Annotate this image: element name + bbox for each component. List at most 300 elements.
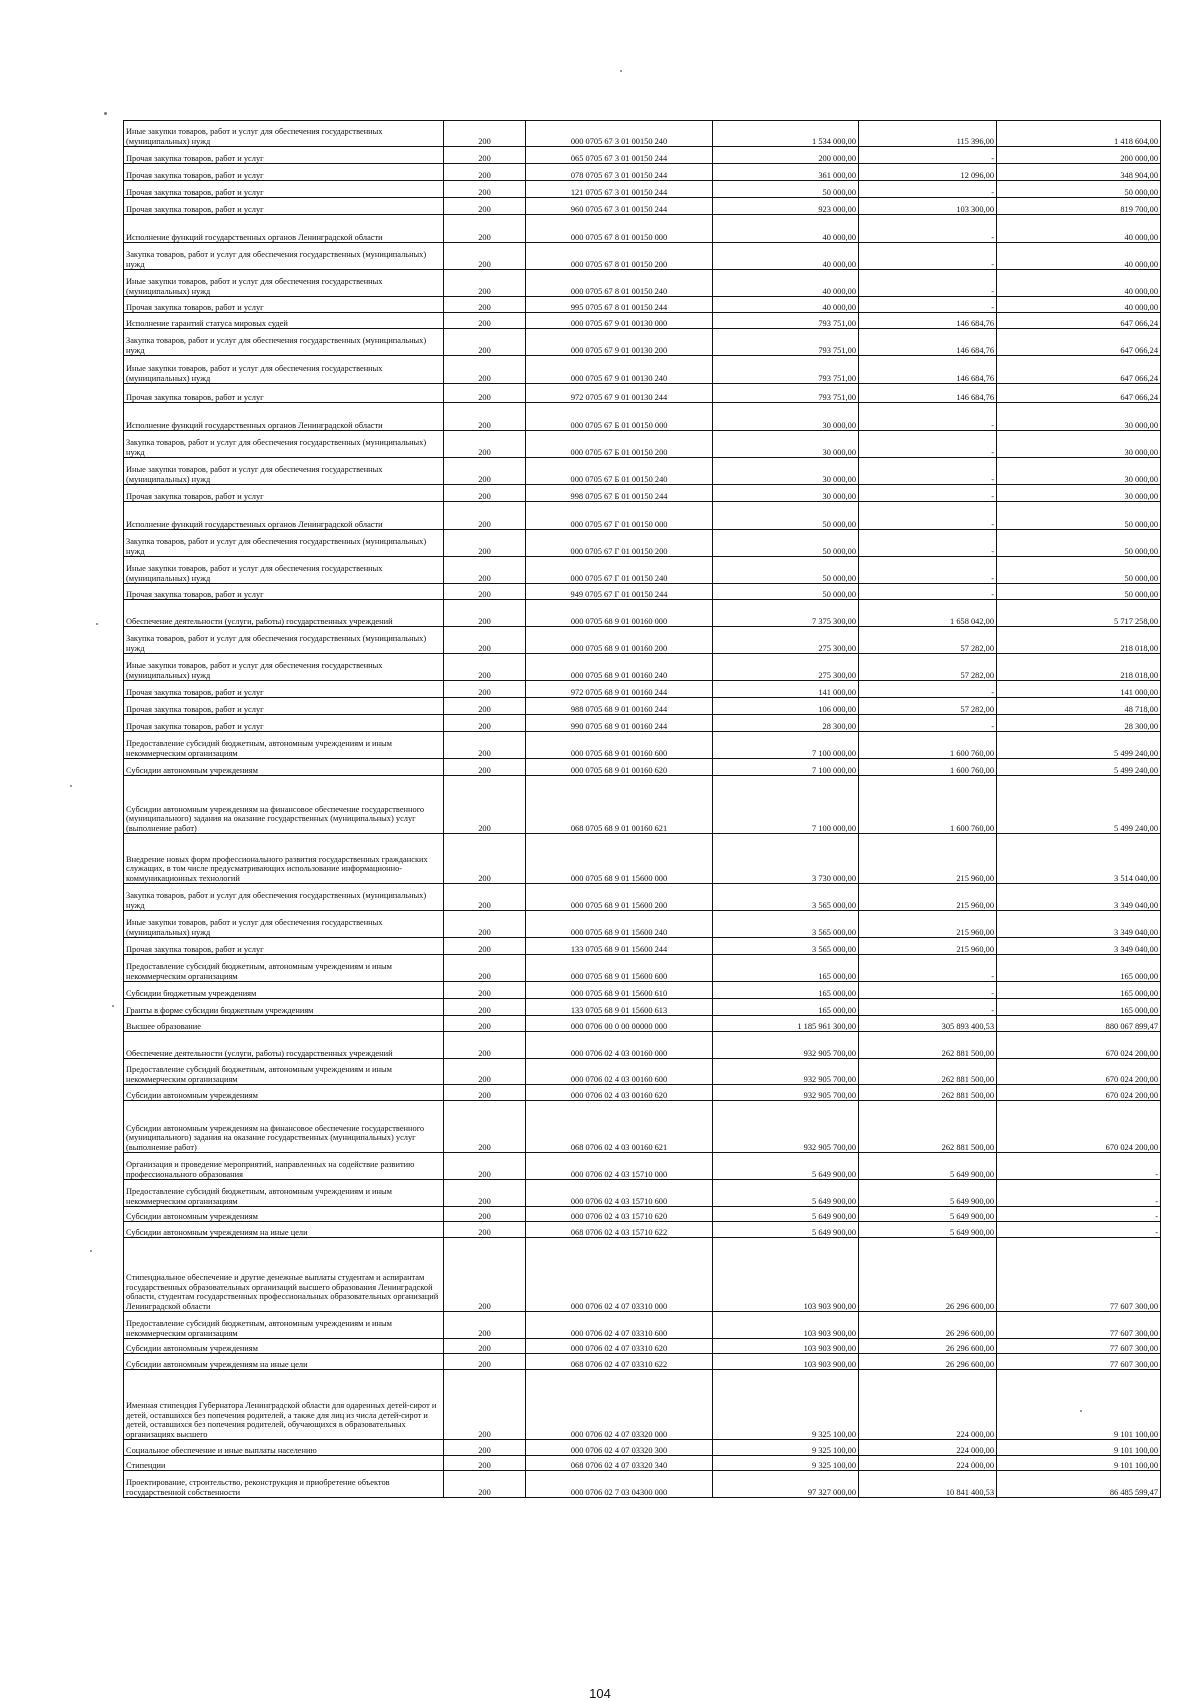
row-assigned-cell: 50 000,00 (713, 181, 859, 198)
row-kbk-cell: 000 0705 67 9 01 00130 200 (526, 329, 713, 356)
row-unexecuted-cell: 86 485 599,47 (997, 1471, 1161, 1498)
row-executed-cell: 5 649 900,00 (859, 1153, 997, 1180)
row-unexecuted-cell: 50 000,00 (997, 584, 1161, 600)
row-executed-cell: 262 881 500,00 (859, 1101, 997, 1153)
row-name-cell: Стипендиальное обеспечение и другие денежные выплаты студентам и аспирантам государственных образовательных организаций высшего образования Ленинградской области, студентам государственных профессиональных образовательных организаций Ленинградской области (124, 1238, 444, 1312)
row-kbk-cell: 000 0705 67 Г 01 00150 240 (526, 557, 713, 584)
table-row (124, 1207, 1161, 1222)
row-executed-cell: - (859, 681, 997, 698)
row-executed-cell: - (859, 502, 997, 530)
row-name-cell: Субсидии автономным учреждениям на иные цели (124, 1354, 444, 1370)
row-assigned-cell: 7 100 000,00 (713, 732, 859, 759)
row-kbk-cell: 000 0705 68 9 01 15600 600 (526, 955, 713, 982)
row-code-cell: 200 (444, 1440, 526, 1456)
row-code-cell: 200 (444, 999, 526, 1016)
row-code-cell: 200 (444, 215, 526, 243)
row-assigned-cell: 103 903 900,00 (713, 1339, 859, 1354)
row-code-cell: 200 (444, 1085, 526, 1101)
row-unexecuted-cell: 647 066,24 (997, 384, 1161, 403)
scan-speck (1080, 1410, 1082, 1412)
table-row (124, 1339, 1161, 1354)
row-code-cell: 200 (444, 732, 526, 759)
row-unexecuted-cell: 40 000,00 (997, 243, 1161, 270)
row-code-cell: 200 (444, 147, 526, 164)
row-executed-cell: 10 841 400,53 (859, 1471, 997, 1498)
row-assigned-cell: 40 000,00 (713, 297, 859, 313)
table-row (124, 627, 1161, 654)
row-assigned-cell: 103 903 900,00 (713, 1238, 859, 1312)
row-kbk-cell: 133 0705 68 9 01 15600 613 (526, 999, 713, 1016)
row-kbk-cell: 133 0705 68 9 01 15600 244 (526, 938, 713, 955)
row-kbk-cell: 000 0705 67 Г 01 00150 200 (526, 530, 713, 557)
row-kbk-cell: 000 0706 02 4 03 00160 600 (526, 1059, 713, 1085)
row-assigned-cell: 50 000,00 (713, 584, 859, 600)
table-row (124, 982, 1161, 999)
row-executed-cell: - (859, 243, 997, 270)
row-assigned-cell: 9 325 100,00 (713, 1440, 859, 1456)
row-assigned-cell: 200 000,00 (713, 147, 859, 164)
row-code-cell: 200 (444, 1153, 526, 1180)
row-assigned-cell: 50 000,00 (713, 502, 859, 530)
row-name-cell: Закупка товаров, работ и услуг для обеспечения государственных (муниципальных) нужд (124, 243, 444, 270)
row-kbk-cell: 000 0706 02 4 07 03320 300 (526, 1440, 713, 1456)
row-assigned-cell: 30 000,00 (713, 485, 859, 502)
row-assigned-cell: 5 649 900,00 (713, 1207, 859, 1222)
table-row (124, 834, 1161, 884)
row-code-cell: 200 (444, 911, 526, 938)
row-kbk-cell: 000 0705 68 9 01 00160 600 (526, 732, 713, 759)
row-kbk-cell: 000 0705 68 9 01 00160 000 (526, 600, 713, 627)
row-executed-cell: 215 960,00 (859, 911, 997, 938)
row-unexecuted-cell: 50 000,00 (997, 502, 1161, 530)
table-row (124, 181, 1161, 198)
table-row (124, 759, 1161, 776)
row-executed-cell: 103 300,00 (859, 198, 997, 215)
row-code-cell: 200 (444, 834, 526, 884)
row-executed-cell: 115 396,00 (859, 121, 997, 147)
row-assigned-cell: 275 300,00 (713, 627, 859, 654)
row-assigned-cell: 40 000,00 (713, 270, 859, 297)
table-body (124, 121, 1161, 1498)
table-row (124, 1016, 1161, 1032)
budget-execution-table (123, 120, 1161, 1498)
table-row (124, 938, 1161, 955)
row-executed-cell: 305 893 400,53 (859, 1016, 997, 1032)
row-unexecuted-cell: 9 101 100,00 (997, 1456, 1161, 1471)
row-unexecuted-cell: 5 499 240,00 (997, 759, 1161, 776)
row-kbk-cell: 000 0705 67 Б 01 00150 200 (526, 431, 713, 458)
table-row (124, 198, 1161, 215)
row-unexecuted-cell: 647 066,24 (997, 313, 1161, 329)
row-executed-cell: 1 658 042,00 (859, 600, 997, 627)
row-unexecuted-cell: 218 018,00 (997, 654, 1161, 681)
table-row (124, 681, 1161, 698)
row-code-cell: 200 (444, 698, 526, 715)
table-row (124, 715, 1161, 732)
row-executed-cell: 12 096,00 (859, 164, 997, 181)
row-unexecuted-cell: 50 000,00 (997, 530, 1161, 557)
row-code-cell: 200 (444, 329, 526, 356)
row-executed-cell: 57 282,00 (859, 654, 997, 681)
row-assigned-cell: 3 565 000,00 (713, 884, 859, 911)
table-row (124, 1440, 1161, 1456)
row-kbk-cell: 000 0705 68 9 01 00160 240 (526, 654, 713, 681)
row-name-cell: Прочая закупка товаров, работ и услуг (124, 681, 444, 698)
row-code-cell: 200 (444, 600, 526, 627)
row-code-cell: 200 (444, 1354, 526, 1370)
row-code-cell: 200 (444, 759, 526, 776)
row-assigned-cell: 97 327 000,00 (713, 1471, 859, 1498)
table-row (124, 1354, 1161, 1370)
row-executed-cell: 5 649 900,00 (859, 1180, 997, 1207)
row-code-cell: 200 (444, 356, 526, 384)
row-unexecuted-cell: 40 000,00 (997, 270, 1161, 297)
scan-speck (96, 623, 98, 625)
table-row (124, 502, 1161, 530)
row-name-cell: Исполнение функций государственных органов Ленинградской области (124, 215, 444, 243)
row-assigned-cell: 1 185 961 300,00 (713, 1016, 859, 1032)
row-kbk-cell: 068 0706 02 4 07 03320 340 (526, 1456, 713, 1471)
row-unexecuted-cell: 30 000,00 (997, 431, 1161, 458)
row-name-cell: Предоставление субсидий бюджетным, автономным учреждениям и иным некоммерческим организациям (124, 1180, 444, 1207)
row-code-cell: 200 (444, 1016, 526, 1032)
row-unexecuted-cell: 3 349 040,00 (997, 938, 1161, 955)
row-executed-cell: 57 282,00 (859, 698, 997, 715)
row-executed-cell: 1 600 760,00 (859, 732, 997, 759)
row-assigned-cell: 30 000,00 (713, 458, 859, 485)
row-kbk-cell: 078 0705 67 3 01 00150 244 (526, 164, 713, 181)
row-code-cell: 200 (444, 198, 526, 215)
row-executed-cell: 26 296 600,00 (859, 1312, 997, 1339)
row-assigned-cell: 3 730 000,00 (713, 834, 859, 884)
row-code-cell: 200 (444, 1471, 526, 1498)
row-code-cell: 200 (444, 557, 526, 584)
row-assigned-cell: 793 751,00 (713, 384, 859, 403)
row-executed-cell: 224 000,00 (859, 1456, 997, 1471)
row-assigned-cell: 361 000,00 (713, 164, 859, 181)
row-name-cell: Прочая закупка товаров, работ и услуг (124, 198, 444, 215)
row-kbk-cell: 065 0705 67 3 01 00150 244 (526, 147, 713, 164)
row-kbk-cell: 000 0705 67 8 01 00150 240 (526, 270, 713, 297)
row-code-cell: 200 (444, 431, 526, 458)
row-unexecuted-cell: - (997, 1222, 1161, 1238)
table-row (124, 1180, 1161, 1207)
table-row (124, 776, 1161, 834)
row-name-cell: Именная стипендия Губернатора Ленинградской области для одаренных детей-сирот и детей, оставшихся без попечения родителей, а также для лиц из числа детей-сирот и детей, оставшихся без попечения родителей, обучающихся в образовательных организациях высшего (124, 1370, 444, 1440)
row-unexecuted-cell: 165 000,00 (997, 955, 1161, 982)
table-row (124, 164, 1161, 181)
row-kbk-cell: 000 0706 02 4 07 03310 600 (526, 1312, 713, 1339)
row-kbk-cell: 068 0706 02 4 07 03310 622 (526, 1354, 713, 1370)
row-assigned-cell: 9 325 100,00 (713, 1456, 859, 1471)
row-executed-cell: 146 684,76 (859, 329, 997, 356)
row-unexecuted-cell: 880 067 899,47 (997, 1016, 1161, 1032)
row-unexecuted-cell: 77 607 300,00 (997, 1238, 1161, 1312)
table-row (124, 1312, 1161, 1339)
row-kbk-cell: 988 0705 68 9 01 00160 244 (526, 698, 713, 715)
row-code-cell: 200 (444, 121, 526, 147)
row-kbk-cell: 000 0706 02 4 03 15710 000 (526, 1153, 713, 1180)
row-unexecuted-cell: 5 499 240,00 (997, 732, 1161, 759)
row-unexecuted-cell: 819 700,00 (997, 198, 1161, 215)
row-assigned-cell: 50 000,00 (713, 530, 859, 557)
row-assigned-cell: 793 751,00 (713, 356, 859, 384)
row-executed-cell: - (859, 485, 997, 502)
row-unexecuted-cell: 670 024 200,00 (997, 1101, 1161, 1153)
table-row (124, 1032, 1161, 1059)
table-row (124, 313, 1161, 329)
table-row (124, 243, 1161, 270)
table-row (124, 584, 1161, 600)
table-row (124, 999, 1161, 1016)
row-name-cell: Иные закупки товаров, работ и услуг для обеспечения государственных (муниципальных) нужд (124, 121, 444, 147)
table-row (124, 270, 1161, 297)
table-row (124, 403, 1161, 431)
row-name-cell: Иные закупки товаров, работ и услуг для обеспечения государственных (муниципальных) нужд (124, 270, 444, 297)
row-executed-cell: - (859, 982, 997, 999)
table-row (124, 485, 1161, 502)
table-row (124, 530, 1161, 557)
row-executed-cell: - (859, 584, 997, 600)
row-assigned-cell: 103 903 900,00 (713, 1312, 859, 1339)
table-row (124, 329, 1161, 356)
row-kbk-cell: 000 0705 67 Б 01 00150 000 (526, 403, 713, 431)
row-code-cell: 200 (444, 955, 526, 982)
row-name-cell: Прочая закупка товаров, работ и услуг (124, 485, 444, 502)
row-assigned-cell: 165 000,00 (713, 982, 859, 999)
row-code-cell: 200 (444, 297, 526, 313)
row-code-cell: 200 (444, 584, 526, 600)
row-name-cell: Предоставление субсидий бюджетным, автономным учреждениям и иным некоммерческим организациям (124, 1312, 444, 1339)
row-name-cell: Закупка товаров, работ и услуг для обеспечения государственных (муниципальных) нужд (124, 431, 444, 458)
row-unexecuted-cell: 28 300,00 (997, 715, 1161, 732)
row-code-cell: 200 (444, 270, 526, 297)
row-code-cell: 200 (444, 681, 526, 698)
row-unexecuted-cell: - (997, 1153, 1161, 1180)
row-executed-cell: - (859, 215, 997, 243)
row-kbk-cell: 000 0705 68 9 01 15600 200 (526, 884, 713, 911)
row-code-cell: 200 (444, 884, 526, 911)
row-executed-cell: 5 649 900,00 (859, 1207, 997, 1222)
row-kbk-cell: 000 0705 67 Г 01 00150 000 (526, 502, 713, 530)
row-assigned-cell: 923 000,00 (713, 198, 859, 215)
row-executed-cell: 215 960,00 (859, 834, 997, 884)
row-assigned-cell: 165 000,00 (713, 955, 859, 982)
row-assigned-cell: 165 000,00 (713, 999, 859, 1016)
row-kbk-cell: 960 0705 67 3 01 00150 244 (526, 198, 713, 215)
table-row (124, 356, 1161, 384)
row-executed-cell: 5 649 900,00 (859, 1222, 997, 1238)
row-name-cell: Стипендии (124, 1456, 444, 1471)
row-executed-cell: - (859, 557, 997, 584)
row-code-cell: 200 (444, 1059, 526, 1085)
row-assigned-cell: 7 100 000,00 (713, 759, 859, 776)
row-unexecuted-cell: 3 349 040,00 (997, 911, 1161, 938)
row-executed-cell: 1 600 760,00 (859, 776, 997, 834)
scan-speck (104, 112, 107, 115)
row-executed-cell: 224 000,00 (859, 1370, 997, 1440)
row-kbk-cell: 000 0705 68 9 01 15600 610 (526, 982, 713, 999)
row-assigned-cell: 103 903 900,00 (713, 1354, 859, 1370)
table-row (124, 458, 1161, 485)
row-kbk-cell: 121 0705 67 3 01 00150 244 (526, 181, 713, 198)
row-executed-cell: - (859, 403, 997, 431)
row-unexecuted-cell: 48 718,00 (997, 698, 1161, 715)
row-unexecuted-cell: 218 018,00 (997, 627, 1161, 654)
row-executed-cell: - (859, 715, 997, 732)
row-assigned-cell: 28 300,00 (713, 715, 859, 732)
row-executed-cell: 26 296 600,00 (859, 1238, 997, 1312)
row-unexecuted-cell: - (997, 1207, 1161, 1222)
table-row (124, 431, 1161, 458)
row-assigned-cell: 7 100 000,00 (713, 776, 859, 834)
row-name-cell: Субсидии автономным учреждениям (124, 1207, 444, 1222)
row-unexecuted-cell: 647 066,24 (997, 356, 1161, 384)
table-row (124, 297, 1161, 313)
table-row (124, 1222, 1161, 1238)
row-kbk-cell: 000 0705 68 9 01 15600 240 (526, 911, 713, 938)
row-unexecuted-cell: 5 499 240,00 (997, 776, 1161, 834)
row-executed-cell: - (859, 270, 997, 297)
row-name-cell: Иные закупки товаров, работ и услуг для обеспечения государственных (муниципальных) нужд (124, 458, 444, 485)
row-unexecuted-cell: 348 904,00 (997, 164, 1161, 181)
page-number: 104 (589, 1686, 611, 1701)
row-kbk-cell: 068 0706 02 4 03 15710 622 (526, 1222, 713, 1238)
row-executed-cell: 262 881 500,00 (859, 1085, 997, 1101)
row-name-cell: Организация и проведение мероприятий, направленных на содействие развитию профессионального образования (124, 1153, 444, 1180)
row-unexecuted-cell: 647 066,24 (997, 329, 1161, 356)
row-name-cell: Закупка товаров, работ и услуг для обеспечения государственных (муниципальных) нужд (124, 627, 444, 654)
table-row (124, 732, 1161, 759)
row-executed-cell: 262 881 500,00 (859, 1059, 997, 1085)
table-row (124, 557, 1161, 584)
row-code-cell: 200 (444, 1370, 526, 1440)
row-name-cell: Прочая закупка товаров, работ и услуг (124, 297, 444, 313)
row-code-cell: 200 (444, 181, 526, 198)
row-name-cell: Иные закупки товаров, работ и услуг для обеспечения государственных (муниципальных) нужд (124, 356, 444, 384)
row-unexecuted-cell: 30 000,00 (997, 403, 1161, 431)
table-row (124, 215, 1161, 243)
row-name-cell: Обеспечение деятельности (услуги, работы) государственных учреждений (124, 600, 444, 627)
row-unexecuted-cell: 5 717 258,00 (997, 600, 1161, 627)
row-kbk-cell: 000 0706 02 4 03 00160 000 (526, 1032, 713, 1059)
row-name-cell: Иные закупки товаров, работ и услуг для обеспечения государственных (муниципальных) нужд (124, 911, 444, 938)
table-row (124, 884, 1161, 911)
row-kbk-cell: 000 0705 68 9 01 15600 000 (526, 834, 713, 884)
row-assigned-cell: 793 751,00 (713, 329, 859, 356)
row-unexecuted-cell: 9 101 100,00 (997, 1370, 1161, 1440)
row-code-cell: 200 (444, 1222, 526, 1238)
row-name-cell: Закупка товаров, работ и услуг для обеспечения государственных (муниципальных) нужд (124, 530, 444, 557)
row-kbk-cell: 068 0706 02 4 03 00160 621 (526, 1101, 713, 1153)
row-name-cell: Предоставление субсидий бюджетным, автономным учреждениям и иным некоммерческим организациям (124, 955, 444, 982)
row-executed-cell: 1 600 760,00 (859, 759, 997, 776)
row-kbk-cell: 000 0706 02 7 03 04300 000 (526, 1471, 713, 1498)
table-row (124, 1471, 1161, 1498)
row-executed-cell: 26 296 600,00 (859, 1354, 997, 1370)
row-assigned-cell: 932 905 700,00 (713, 1059, 859, 1085)
row-kbk-cell: 949 0705 67 Г 01 00150 244 (526, 584, 713, 600)
row-kbk-cell: 000 0706 02 4 07 03310 000 (526, 1238, 713, 1312)
row-name-cell: Иные закупки товаров, работ и услуг для обеспечения государственных (муниципальных) нужд (124, 654, 444, 681)
row-unexecuted-cell: 670 024 200,00 (997, 1085, 1161, 1101)
table-row (124, 1059, 1161, 1085)
row-unexecuted-cell: - (997, 1180, 1161, 1207)
row-name-cell: Высшее образование (124, 1016, 444, 1032)
scan-speck (620, 70, 622, 72)
row-executed-cell: 215 960,00 (859, 884, 997, 911)
row-code-cell: 200 (444, 485, 526, 502)
table-row (124, 1101, 1161, 1153)
table-row (124, 147, 1161, 164)
row-name-cell: Субсидии автономным учреждениям на финансовое обеспечение государственного (муниципального) задания на оказание государственных (муниципальных) услуг (выполнение работ) (124, 1101, 444, 1153)
row-assigned-cell: 1 534 000,00 (713, 121, 859, 147)
row-executed-cell: 224 000,00 (859, 1440, 997, 1456)
row-executed-cell: 146 684,76 (859, 313, 997, 329)
row-name-cell: Предоставление субсидий бюджетным, автономным учреждениям и иным некоммерческим организациям (124, 1059, 444, 1085)
row-unexecuted-cell: 50 000,00 (997, 181, 1161, 198)
row-kbk-cell: 000 0705 67 8 01 00150 000 (526, 215, 713, 243)
row-code-cell: 200 (444, 458, 526, 485)
row-kbk-cell: 000 0705 68 9 01 00160 620 (526, 759, 713, 776)
table-row (124, 911, 1161, 938)
row-name-cell: Прочая закупка товаров, работ и услуг (124, 147, 444, 164)
row-code-cell: 200 (444, 313, 526, 329)
row-executed-cell: 146 684,76 (859, 384, 997, 403)
row-unexecuted-cell: 1 418 604,00 (997, 121, 1161, 147)
row-name-cell: Обеспечение деятельности (услуги, работы) государственных учреждений (124, 1032, 444, 1059)
row-kbk-cell: 972 0705 68 9 01 00160 244 (526, 681, 713, 698)
row-code-cell: 200 (444, 384, 526, 403)
row-executed-cell: 262 881 500,00 (859, 1032, 997, 1059)
row-name-cell: Прочая закупка товаров, работ и услуг (124, 584, 444, 600)
row-code-cell: 200 (444, 627, 526, 654)
row-assigned-cell: 30 000,00 (713, 403, 859, 431)
row-executed-cell: - (859, 530, 997, 557)
row-assigned-cell: 3 565 000,00 (713, 911, 859, 938)
row-unexecuted-cell: 9 101 100,00 (997, 1440, 1161, 1456)
row-code-cell: 200 (444, 1032, 526, 1059)
row-unexecuted-cell: 40 000,00 (997, 215, 1161, 243)
row-executed-cell: - (859, 999, 997, 1016)
row-kbk-cell: 000 0706 02 4 03 15710 620 (526, 1207, 713, 1222)
row-executed-cell: - (859, 147, 997, 164)
row-kbk-cell: 000 0705 67 9 01 00130 000 (526, 313, 713, 329)
row-assigned-cell: 932 905 700,00 (713, 1085, 859, 1101)
row-kbk-cell: 000 0705 67 Б 01 00150 240 (526, 458, 713, 485)
row-code-cell: 200 (444, 654, 526, 681)
row-kbk-cell: 990 0705 68 9 01 00160 244 (526, 715, 713, 732)
row-executed-cell: - (859, 458, 997, 485)
row-name-cell: Прочая закупка товаров, работ и услуг (124, 384, 444, 403)
scan-speck (112, 1005, 114, 1007)
scan-speck (90, 1250, 92, 1252)
row-code-cell: 200 (444, 403, 526, 431)
row-kbk-cell: 995 0705 67 8 01 00150 244 (526, 297, 713, 313)
row-code-cell: 200 (444, 715, 526, 732)
row-name-cell: Иные закупки товаров, работ и услуг для обеспечения государственных (муниципальных) нужд (124, 557, 444, 584)
row-name-cell: Социальное обеспечение и иные выплаты населению (124, 1440, 444, 1456)
row-unexecuted-cell: 165 000,00 (997, 999, 1161, 1016)
row-kbk-cell: 998 0705 67 Б 01 00150 244 (526, 485, 713, 502)
row-code-cell: 200 (444, 164, 526, 181)
row-name-cell: Проектирование, строительство, реконструкция и приобретение объектов государственной собственности (124, 1471, 444, 1498)
row-unexecuted-cell: 40 000,00 (997, 297, 1161, 313)
row-unexecuted-cell: 200 000,00 (997, 147, 1161, 164)
row-code-cell: 200 (444, 1312, 526, 1339)
row-assigned-cell: 106 000,00 (713, 698, 859, 715)
row-code-cell: 200 (444, 1339, 526, 1354)
